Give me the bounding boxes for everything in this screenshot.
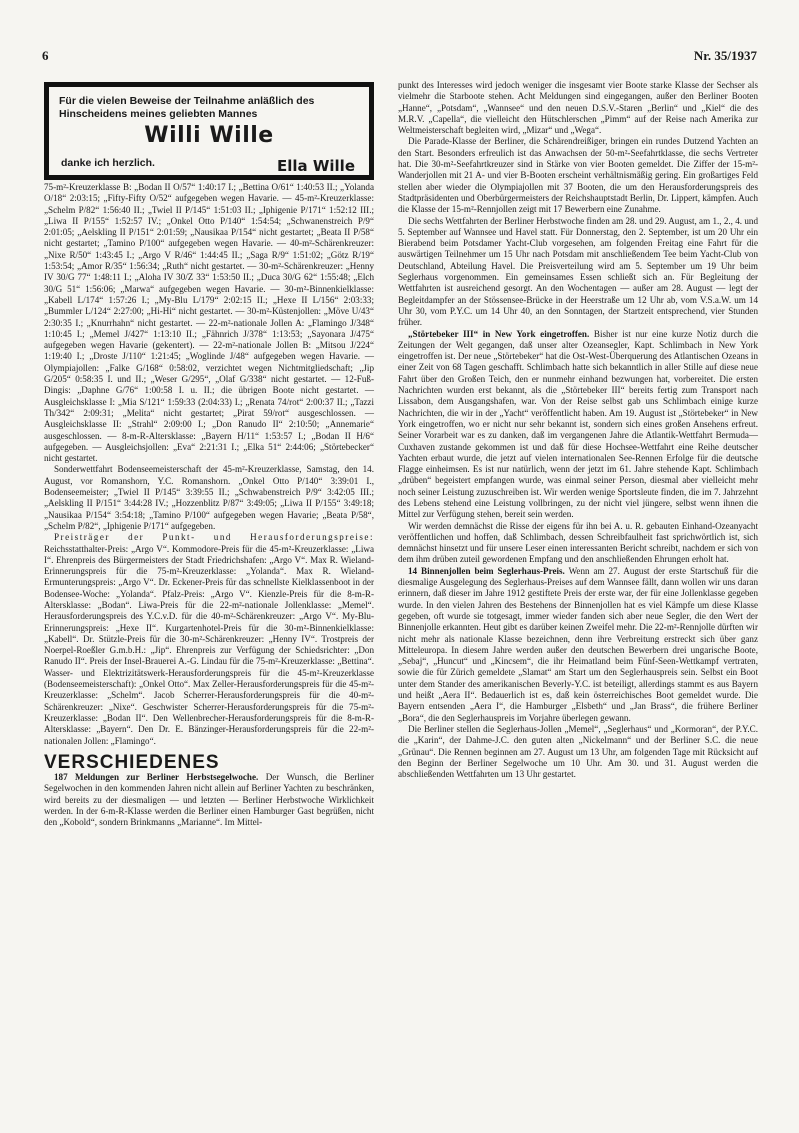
notice-intro: Für die vielen Beweise der Teilnahme anläßlich des Hinscheidens meines geliebten Mannes (59, 95, 315, 120)
issue-number: Nr. 35/1937 (693, 48, 757, 63)
page-number: 6 (42, 48, 49, 63)
binnenjollen-paragraph (398, 566, 758, 724)
left-column (44, 182, 374, 829)
herbstwoche-lead: 187 Meldungen zur Berliner Herbstsegelwoche. (54, 772, 259, 783)
section-heading: VERSCHIEDENES (44, 751, 220, 773)
special-race-paragraph: Sonderwettfahrt Bodenseemeisterschaft der 45-m²-Kreuzerklasse, Samstag, den 14. August, vor Romanshorn, Y.C. Romanshorn. „Onkel Otto P/140“ 3:39:01 I., Bodenseemeister; „Twiel II P/145“ 3:39:55 II.; „Schwabenstreich P/9“ 3:42:05 III.; „Aelskling II P/151“ 3:44:28 IV.; „Hozzenblitz P/87“ 3:49:05; „Liwa II P/155“ 3:49:18; „Nausikaa P/154“ 3:54:18; „Tamino P/100“ aufgegeben wegen Havarie; „Beata P/58“, „Schelm P/82“, „Iphigenie P/171“ aufgegeben. (44, 464, 374, 531)
herbstwoche-paragraph (44, 772, 374, 828)
prize-paragraph (44, 532, 374, 747)
stoertebeker-paragraph (398, 329, 758, 521)
binnenjollen-text: Wenn am 27. August der erste Startschuß für die diesmalige Ausgelegung des Seglerhaus-Preises auf dem Wannsee fällt, dann wollen wir uns daran erinnern, daß dieser im Jahre 1912 gestiftete Preis der erste war, der für eine Jollenklasse gegeben wurde. In den vielen Jahren des Bestehens der Binnenjollen hat es viel Kämpfe um diese Klasse gegeben, oft wurde sie totgesagt, immer wieder fanden sich aber neue Segler, die den Wert der Binnenjolle erkannten. Heut gibt es darüber keinen Zweifel mehr. Die 22-m²-Rennjolle dürften wir nicht mehr als nationale Klasse bezeichnen, denn ihre Verbreitung erstreckt sich über ganz Mitteleuropa. In diesem Jahre werden außer den deutschen Bewerbern drei ungarische Boote, „Sebaj“, „Huncut“ und „Kincsem“, die ihr Heimatland beim Fünf-Seen-Wettkampf vertraten, sowie die für Zürich gemeldete „Slamat“ am Start um den Seglerhauspreis sein. Selbst ein Boot unter dem Stander des amerikanischen Beverly-Y.C. ist beteiligt, allerdings stammt es aus Bayern und heißt „Aera II“. Bedauerlich ist es, daß kein österreichisches Boot gemeldet wurde. Die Bayern entsenden „Aera I“, die Hamburger „Elsbeth“ und „Jan Brass“, die frühere Berliner „Bora“, die den Seglerhauspreis im Vorjahre überlegen gewann. (398, 565, 758, 723)
binnenjollen-lead: 14 Binnenjollen beim Seglerhaus-Preis. (408, 565, 565, 576)
notice-signature: Ella Wille (276, 157, 355, 175)
prize-lead: Preisträger der Punkt- und Herausforderungspreise: (54, 532, 374, 543)
obituary-notice (44, 82, 374, 180)
stoertebeker-lead: „Störtebeker III“ in New York eingetroffen. (408, 328, 590, 339)
right-p1: punkt des Interesses wird jedoch weniger die insgesamt vier Boote starke Klasse der Sechser als vielmehr die Starboote stehen. Acht Meldungen sind eingegangen, außer den Berliner Booten „Hanne“, „Potsdam“, „Wannsee“ und den neuen D.S.V.-Staren „Berlin“ und „Kiel“ die des M.R.V. „Capella“, die vielleicht den Hütschlerschen „Pimm“ auf der Reise nach Amerika zur Weltmeisterschaft begleiten wird, „Mizar“ und „Wega“. (398, 80, 758, 136)
right-p3: Die sechs Wettfahrten der Berliner Herbstwoche finden am 28. und 29. August, am 1., 2., 4. und 5. September auf Wannsee und Havel statt. Für Donnerstag, den 2. September, ist um 20 Uhr ein Bierabend beim Potsdamer Yacht-Club vorgesehen, am folgenden Freitag eine Fahrt für die auswärtigen Teilnehmer um 15 Uhr nach Potsdam mit anschließendem Tee beim Yacht-Club von Deutschland, Abteilung Havel. Die Preisverteilung wird am 5. September um 19 Uhr beim Seglerhaus vorgenommen. Ein gemeinsames Essen schließt sich an. Für Begleitung der Wettfahrten ist ausreichend gesorgt. An den Wochentagen — außer am 28. August — legt der Begleitdampfer an der Stössensee-Brücke in der Heerstraße um 12 Uhr ab, vom V.S.a.W. um 14 Uhr 30, vom P.Y.C. um 14 Uhr 40, an den Sonntagen, der Startzeit entsprechend, vier Stunden früher. (398, 215, 758, 328)
notice-name: Willi Wille (144, 123, 274, 148)
results-paragraph: 75-m²-Kreuzerklasse B: „Bodan II O/57“ 1:40:17 I.; „Bettina O/61“ 1:40:53 II.; „Yolanda O/18“ 2:03:15; „Fifty-Fifty O/52“ aufgegeben wegen Havarie. — 45-m²-Kreuzerklasse: „Schelm P/82“ 1:56:40 II.; „Twiel II P/145“ 1:51:03 II.; „Iphigenie P/171“ 1:52:12 III.; „Liwa II P/155“ 1:52:57 IV.; „Onkel Otto P/140“ 1:54:54; „Schwanenstreich P/9“ 2:01:05; „Aelskling II P/151“ 2:01:59; „Nausikaa P/154“ nicht gestartet; „Beata II P/58“ nicht gestartet; „Tamino P/100“ aufgegeben wegen Havarie. — 40-m²-Schärenkreuzer: „Nixe R/50“ 1:43:45 I.; „Argo V R/46“ 1:44:45 II.; „Saga R/9“ 1:51:02; „Götz R/19“ 1:53:54; „Amor R/35“ 1:56:34; „Ruth“ nicht gestartet. — 30-m²-Schärenkreuzer: „Henny IV 30/G 77“ 1:48:11 I.; „Aloha IV 30/Z 33“ 1:53:50 II.; „Duca 30/G 62“ 1:55:48; „Elch 30/G 51“ 1:56:06; „Marwa“ aufgegeben wegen Havarie. — 30-m²-Binnenkielklasse: „Kabell L/174“ 1:57:26 I.; „My-Blu L/179“ 2:02:15 II.; „Hexe II L/156“ 2:03:33; „Bummler L/124“ 2:27:00; „Hi-Hi“ nicht gestartet. — 30-m²-Küstenjollen: „Möve U/43“ 2:30:35 I.; „Knurrhahn“ nicht gestartet. — 22-m²-nationale Jollen A: „Flamingo J/348“ 1:10:45 I.; „Memel J/427“ 1:13:10 II.; „Fähnrich J/378“ 1:13:53; „Sayonara J/475“ aufgegeben wegen Havarie (gekentert). — 22-m²-nationale Jollen B: „Mitsou J/224“ 1:19:40 I.; „Droste J/110“ 1:21:45; „Woglinde J/48“ aufgegeben wegen Havarie. — Olympiajollen: „Falke G/168“ 0:58:02, verzichtet wegen Nichtmitgliedschaft; „Jip G/205“ 0:58:35 I. und II.; „Weser G/295“, „Olaf G/338“ nicht gestartet. — 12-Fuß-Dingis: „Daphne G/76“ 1:00:58 I. u. II.; die übrigen Boote nicht gestartet. — Ausgleichsklasse I: „Mia S/121“ 1:59:33 (2:04:33) I.; „Renata 74/rot“ 2:00:37 II.; „Tazzi Th/342“ 2:09:31; „Melita“ nicht gestartet; „Pirat 59/rot“ ausgeschlossen. — Ausgleichsklasse II: „Strahl“ 2:09:00 I.; „Don Ranudo II“ 2:10:50; „Annemarie“ ausgeschlossen. — 8-m-R-Altersklasse: „Bayern H/11“ 1:53:57 I.; „Bodan II H/6“ aufgegeben. — Ausgleichsjollen: „Eva“ 2:21:31 I.; „Elka 51“ 2:44:06; „Störtebecker“ nicht gestartet. (44, 182, 374, 464)
right-column (398, 80, 758, 780)
right-p2: Die Parade-Klasse der Berliner, die Schärendreißiger, bringen ein rundes Dutzend Yachten an den Start. Besonders erfreulich ist das Anwachsen der 50-m²-Seefahrtklasse, die sechs Vertreter hat. Die 30-m²-Seefahrtkreuzer sind in Stärke von vier Booten gemeldet. Die Ziffer der 15-m²-Wanderjollen mit 21 A- und vier B-Booten erscheint verhältnismäßig gering. Ein großartiges Feld stellen aber wieder die Olympiajollen mit 37 Booten, die um den Herausforderungspreis des Stadtpräsidenten und Oberbürgermeisters der Reichshauptstadt Berlin, Dr. Lippert, kämpfen. Auch die Klasse der 15-m²-Rennjollen zeigt mit 17 Bewerbern eine Zunahme. (398, 136, 758, 215)
herbstwoche-text: Der Wunsch, die Berliner Segelwochen in den kommenden Jahren nicht allein auf Berliner Yachten zu beschränken, wird bereits zu der diesmaligen — und letzten — Berliner Herbstwoche Wirklichkeit werden. In der 6-m-R-Klasse werden die Berliner einen Hamburger Gast begrüßen, nicht den „Kobold“, sondern Brinkmanns „Marianne“. Im Mittel- (44, 772, 374, 828)
stoertebeker-text: Bisher ist nur eine kurze Notiz durch die Zeitungen der Welt gegangen, daß unser alter Ozeansegler, Kapt. Schlimbach in New York eingetroffen ist. Der neue „Störtebeker“ hat die Ost-West-Überquerung des Atlantischen Ozeans in einer Zeit von 68 Tagen geschafft. Schlimbach hatte sich bekanntlich in aller Stille auf diese neue Fahrt über den Großen Teich, den er nunmehr einhand bezwungen hat, vorbereitet. Die ersten Nachrichten wurden erst bekannt, als die „Störtebeker III“ bereits fertig zum Transport nach Lissabon, dem Ausgangshafen, war. Von der Reise selbst gab uns Schlimbach einige kurze Nachrichten, die wir in der „Yacht“ veröffentlicht haben. Am 19. August ist „Störtebeker“ in New York eingetroffen, wo er nicht nur sehr bekannt ist, sondern sich eines großen Ansehens erfreut. Seiner Vorarbeit war es zu danken, daß im vergangenen Jahre die Atlantik-Wettfahrt Bermuda—Cuxhaven zustande gekommen ist und daß für diese Hochsee-Wettfahrt eine Reihe deutscher Yachten erbaut wurde, die jetzt auf vielen internationalen See-Rennen Erfolge für die deutsche Flagge einheimsen. Es ist nur natürlich, wenn der jetzt im 61. Jahre stehende Kapt. Schlimbach „drüben“ begeistert empfangen wurde, was einmal seiner Person, diesmal aber vielleicht mehr noch seiner Leistung zuzuschreiben ist. Wir werden wenige Sportsleute finden, die im 7. Jahrzehnt des Lebens stehend eine Leistung vollbringen, zu der nicht viel jüngere, selbst wenn ihnen die Mittel zur Verfügung stehen, bereit sein werden. (398, 328, 758, 520)
right-p5: Wir werden demnächst die Risse der eigens für ihn bei A. u. R. gebauten Einhand-Ozeanyacht veröffentlichen und hoffen, daß Schlimbach, dessen Schreibfaulheit fast sprichwörtlich ist, sich demnächst hinsetzt und für unsere Leser einen interessanten Bericht schreibt, nachdem er sich von dem ihm drüben zuteil gewordenen Empfang und den anschließenden Ehrungen erholt hat. (398, 520, 758, 565)
right-p7: Die Berliner stellen die Seglerhaus-Jollen „Memel“, „Seglerhaus“ und „Kormoran“, der P.Y.C. die „Karin“, der Dahme-J.C. den guten alten „Nickelmann“ und der Berliner S.C. die neue „Grünau“. Die Rennen beginnen am 27. August um 13 Uhr, am folgenden Tage mit Rücksicht auf den Beginn der Berliner Segelwoche um 10 Uhr. Am 30. und 31. August werden die abschließenden Wettfahrten um 13 Uhr gestartet. (398, 723, 758, 780)
notice-thanks: danke ich herzlich. (61, 157, 155, 169)
prize-text: Reichsstatthalter-Preis: „Argo V“. Kommodore-Preis für die 45-m²-Kreuzerklasse: „Liwa I“. Ehrenpreis des Bürgermeisters der Stadt Friedrichshafen: „Argo V“. Max R. Wieland-Erinnerungspreis für die 75-m²-Kreuzerklasse: „Yolanda“. Max R. Wieland-Ermunterungspreis: „Argo V“. Dr. Eckener-Preis für das schnellste Kielklassenboot in der Bodensee-Woche: „Yolanda“. Pfalz-Preis: „Argo V“. Kienzle-Preis für die 8-m-R-Altersklasse: „Bodan“. Liwa-Preis für die 22-m²-nationale Jollenklasse: „Memel“. Herausforderungspreis des Y.C.v.D. für die 40-m²-Schärenkreuzer: „Argo V“. My-Blu-Erinnerungspreis: „Hexe II“. Kurgartenhotel-Preis für die 30-m²-Binnenkielklasse: „Kabell“. Dr. Stützle-Preis für die 30-m²-Schärenkreuzer: „Henny IV“. Trostpreis der Noerpel-Roeßler G.m.b.H.: „Jip“. Ehrenpreis zur Verfügung der Schiedsrichter: „Don Ranudo II“. Preis der Insel-Brauerei A.-G. Lindau für die 75-m²-Kreuzerklasse: „Bettina“. Wasser- und Elektrizitätswerk-Herausforderungspreis für die 45-m²-Kreuzerklasse (Bodenseemeisterschaft): „Onkel Otto“. Max Zeller-Herausforderungspreis für die 45-m²-Kreuzerklasse: „Schelm“. Jacob Scherrer-Herausforderungspreis für die 40-m²-Schärenkreuzer: „Nixe“. Geschwister Scherrer-Herausforderungspreis für die 75-m²-Kreuzerklasse: „Bodan II“. Den Wellenbrecher-Herausforderungspreis für die 8-m-R-Altersklasse: „Bayern“. Den Dr. E. Bänzinger-Herausforderungspreis für die 22-m²-nationalen Jollen: „Flamingo“. (44, 543, 374, 746)
